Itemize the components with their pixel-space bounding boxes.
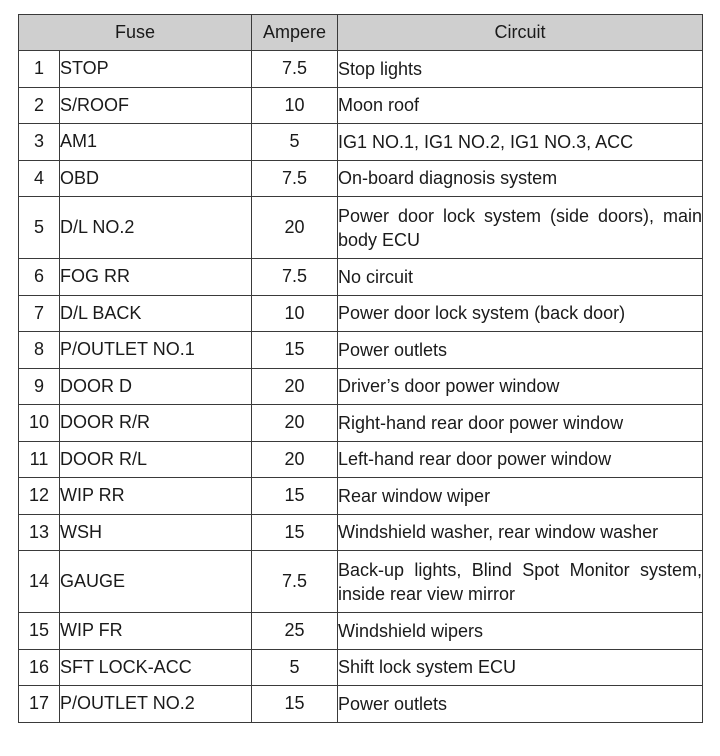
fuse-circuit: Power outlets xyxy=(338,332,703,369)
table-row xyxy=(19,259,703,296)
table-row xyxy=(19,649,703,686)
table-row xyxy=(19,87,703,124)
fuse-circuit: Rear window wiper xyxy=(338,478,703,515)
table-row xyxy=(19,478,703,515)
fuse-name: WIP RR xyxy=(60,478,252,515)
fuse-number: 14 xyxy=(19,551,60,613)
table-row xyxy=(19,124,703,161)
fuse-number: 15 xyxy=(19,613,60,650)
fuse-circuit: On-board diagnosis system xyxy=(338,160,703,197)
table-row xyxy=(19,686,703,723)
fuse-ampere: 15 xyxy=(252,686,338,723)
fuse-number: 7 xyxy=(19,295,60,332)
fuse-name: SFT LOCK-ACC xyxy=(60,649,252,686)
fuse-name: DOOR R/R xyxy=(60,405,252,442)
header-row xyxy=(19,15,703,51)
fuse-number: 8 xyxy=(19,332,60,369)
table-row xyxy=(19,295,703,332)
fuse-ampere: 5 xyxy=(252,124,338,161)
fuse-ampere: 20 xyxy=(252,405,338,442)
fuse-name: DOOR R/L xyxy=(60,441,252,478)
fuse-number: 5 xyxy=(19,197,60,259)
fuse-name: WSH xyxy=(60,514,252,551)
table-row xyxy=(19,405,703,442)
table-row xyxy=(19,441,703,478)
fuse-name: OBD xyxy=(60,160,252,197)
table-row xyxy=(19,332,703,369)
fuse-ampere: 20 xyxy=(252,197,338,259)
fuse-name: P/OUTLET NO.1 xyxy=(60,332,252,369)
fuse-number: 4 xyxy=(19,160,60,197)
fuse-circuit: Power door lock system (back door) xyxy=(338,295,703,332)
fuse-ampere: 15 xyxy=(252,478,338,515)
table-row xyxy=(19,514,703,551)
fuse-circuit: IG1 NO.1, IG1 NO.2, IG1 NO.3, ACC xyxy=(338,124,703,161)
fuse-ampere: 7.5 xyxy=(252,551,338,613)
header-fuse: Fuse xyxy=(19,15,252,51)
table-row xyxy=(19,197,703,259)
fuse-ampere: 25 xyxy=(252,613,338,650)
fuse-name: WIP FR xyxy=(60,613,252,650)
fuse-name: S/ROOF xyxy=(60,87,252,124)
fuse-number: 16 xyxy=(19,649,60,686)
table-row xyxy=(19,551,703,613)
fuse-ampere: 15 xyxy=(252,332,338,369)
fuse-number: 2 xyxy=(19,87,60,124)
fuse-name: STOP xyxy=(60,51,252,88)
fuse-ampere: 5 xyxy=(252,649,338,686)
fuse-circuit: Power door lock system (side doors), main body ECU xyxy=(338,197,703,259)
fuse-name: D/L BACK xyxy=(60,295,252,332)
table-body xyxy=(19,51,703,723)
fuse-number: 12 xyxy=(19,478,60,515)
fuse-name: GAUGE xyxy=(60,551,252,613)
fuse-name: P/OUTLET NO.2 xyxy=(60,686,252,723)
fuse-circuit: No circuit xyxy=(338,259,703,296)
fuse-ampere: 7.5 xyxy=(252,160,338,197)
fuse-name: DOOR D xyxy=(60,368,252,405)
table-row xyxy=(19,368,703,405)
table-row xyxy=(19,160,703,197)
fuse-ampere: 7.5 xyxy=(252,51,338,88)
table-row xyxy=(19,51,703,88)
fuse-circuit: Windshield washer, rear window washer xyxy=(338,514,703,551)
fuse-number: 10 xyxy=(19,405,60,442)
fuse-ampere: 20 xyxy=(252,368,338,405)
fuse-number: 1 xyxy=(19,51,60,88)
fuse-circuit: Moon roof xyxy=(338,87,703,124)
table-row xyxy=(19,613,703,650)
fuse-number: 13 xyxy=(19,514,60,551)
fuse-name: FOG RR xyxy=(60,259,252,296)
fuse-circuit: Stop lights xyxy=(338,51,703,88)
fuse-number: 6 xyxy=(19,259,60,296)
fuse-number: 11 xyxy=(19,441,60,478)
fuse-number: 17 xyxy=(19,686,60,723)
header-circuit: Circuit xyxy=(338,15,703,51)
fuse-ampere: 10 xyxy=(252,87,338,124)
fuse-number: 3 xyxy=(19,124,60,161)
table-header xyxy=(19,15,703,51)
fuse-ampere: 7.5 xyxy=(252,259,338,296)
fuse-name: AM1 xyxy=(60,124,252,161)
fuse-circuit: Shift lock system ECU xyxy=(338,649,703,686)
header-ampere: Ampere xyxy=(252,15,338,51)
fuse-ampere: 20 xyxy=(252,441,338,478)
fuse-circuit: Left-hand rear door power window xyxy=(338,441,703,478)
fuse-ampere: 15 xyxy=(252,514,338,551)
fuse-circuit: Driver’s door power window xyxy=(338,368,703,405)
fuse-circuit: Back-up lights, Blind Spot Monitor system, inside rear view mirror xyxy=(338,551,703,613)
fuse-ampere: 10 xyxy=(252,295,338,332)
fuse-number: 9 xyxy=(19,368,60,405)
fuse-circuit: Power outlets xyxy=(338,686,703,723)
fuse-name: D/L NO.2 xyxy=(60,197,252,259)
fuse-circuit: Right-hand rear door power window xyxy=(338,405,703,442)
fuse-table xyxy=(18,14,703,723)
fuse-circuit: Windshield wipers xyxy=(338,613,703,650)
